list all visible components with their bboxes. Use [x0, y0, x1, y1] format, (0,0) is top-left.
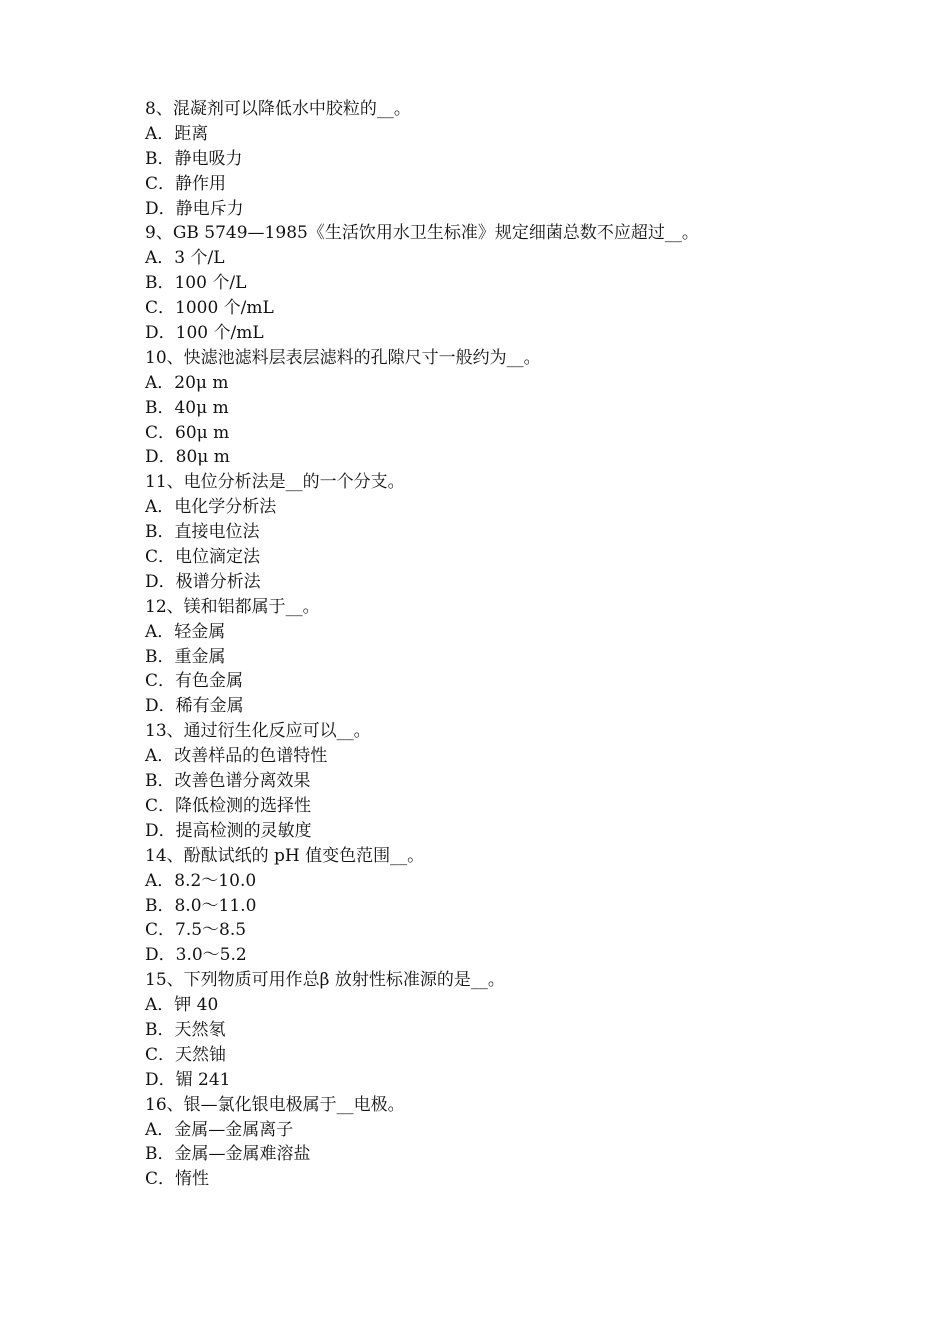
option-10-d: D．80μ m — [145, 447, 230, 468]
option-9-a: A．3 个/L — [145, 248, 225, 269]
option-13-d: D．提高检测的灵敏度 — [145, 820, 312, 841]
option-16-b: B．金属—金属难溶盐 — [145, 1144, 311, 1165]
question-stem-9: 9、GB 5749—1985《生活饮用水卫生标准》规定细菌总数不应超过__。 — [145, 223, 699, 244]
option-11-a: A．电化学分析法 — [145, 497, 277, 518]
option-14-b: B．8.0～11.0 — [145, 895, 257, 916]
question-stem-11: 11、电位分析法是__的一个分支。 — [145, 472, 405, 493]
option-11-c: C．电位滴定法 — [145, 547, 261, 568]
option-13-a: A．改善样品的色谱特性 — [145, 746, 328, 767]
question-stem-16: 16、银—氯化银电极属于__电极。 — [145, 1094, 405, 1115]
option-12-c: C．有色金属 — [145, 671, 244, 692]
question-stem-13: 13、通过衍生化反应可以__。 — [145, 721, 371, 742]
option-9-b: B．100 个/L — [145, 273, 247, 294]
option-12-b: B．重金属 — [145, 646, 226, 667]
question-stem-10: 10、快滤池滤料层表层滤料的孔隙尺寸一般约为__。 — [145, 347, 541, 368]
option-10-c: C．60μ m — [145, 422, 230, 443]
question-stem-14: 14、酚酞试纸的 pH 值变色范围__。 — [145, 845, 425, 866]
question-stem-15: 15、下列物质可用作总β 放射性标准源的是__。 — [145, 970, 505, 991]
option-8-d: D．静电斥力 — [145, 198, 244, 219]
option-9-c: C．1000 个/mL — [145, 298, 274, 319]
question-stem-8: 8、混凝剂可以降低水中胶粒的__。 — [145, 99, 411, 119]
option-11-d: D．极谱分析法 — [145, 571, 261, 592]
option-8-a: A．距离 — [145, 123, 209, 144]
option-15-a: A．钾 40 — [145, 995, 219, 1016]
option-14-d: D．3.0～5.2 — [145, 945, 247, 966]
option-15-b: B．天然氡 — [145, 1019, 226, 1040]
option-14-a: A．8.2～10.0 — [145, 870, 257, 891]
option-12-a: A．轻金属 — [145, 621, 226, 642]
option-15-c: C．天然铀 — [145, 1044, 227, 1065]
option-9-d: D．100 个/mL — [145, 323, 264, 344]
option-16-a: A．金属—金属离子 — [145, 1119, 294, 1140]
document-page — [145, 97, 865, 1192]
question-stem-12: 12、镁和铝都属于__。 — [145, 596, 320, 617]
option-8-c: C．静作用 — [145, 173, 227, 194]
option-14-c: C．7.5～8.5 — [145, 920, 247, 941]
option-12-d: D．稀有金属 — [145, 696, 244, 717]
option-10-b: B．40μ m — [145, 397, 229, 418]
option-10-a: A．20μ m — [145, 372, 229, 393]
option-11-b: B．直接电位法 — [145, 522, 260, 543]
option-13-b: B．改善色谱分离效果 — [145, 771, 311, 792]
option-15-d: D．镅 241 — [145, 1069, 231, 1090]
option-16-c: C．惰性 — [145, 1169, 210, 1190]
option-8-b: B．静电吸力 — [145, 148, 243, 169]
option-13-c: C．降低检测的选择性 — [145, 795, 312, 816]
